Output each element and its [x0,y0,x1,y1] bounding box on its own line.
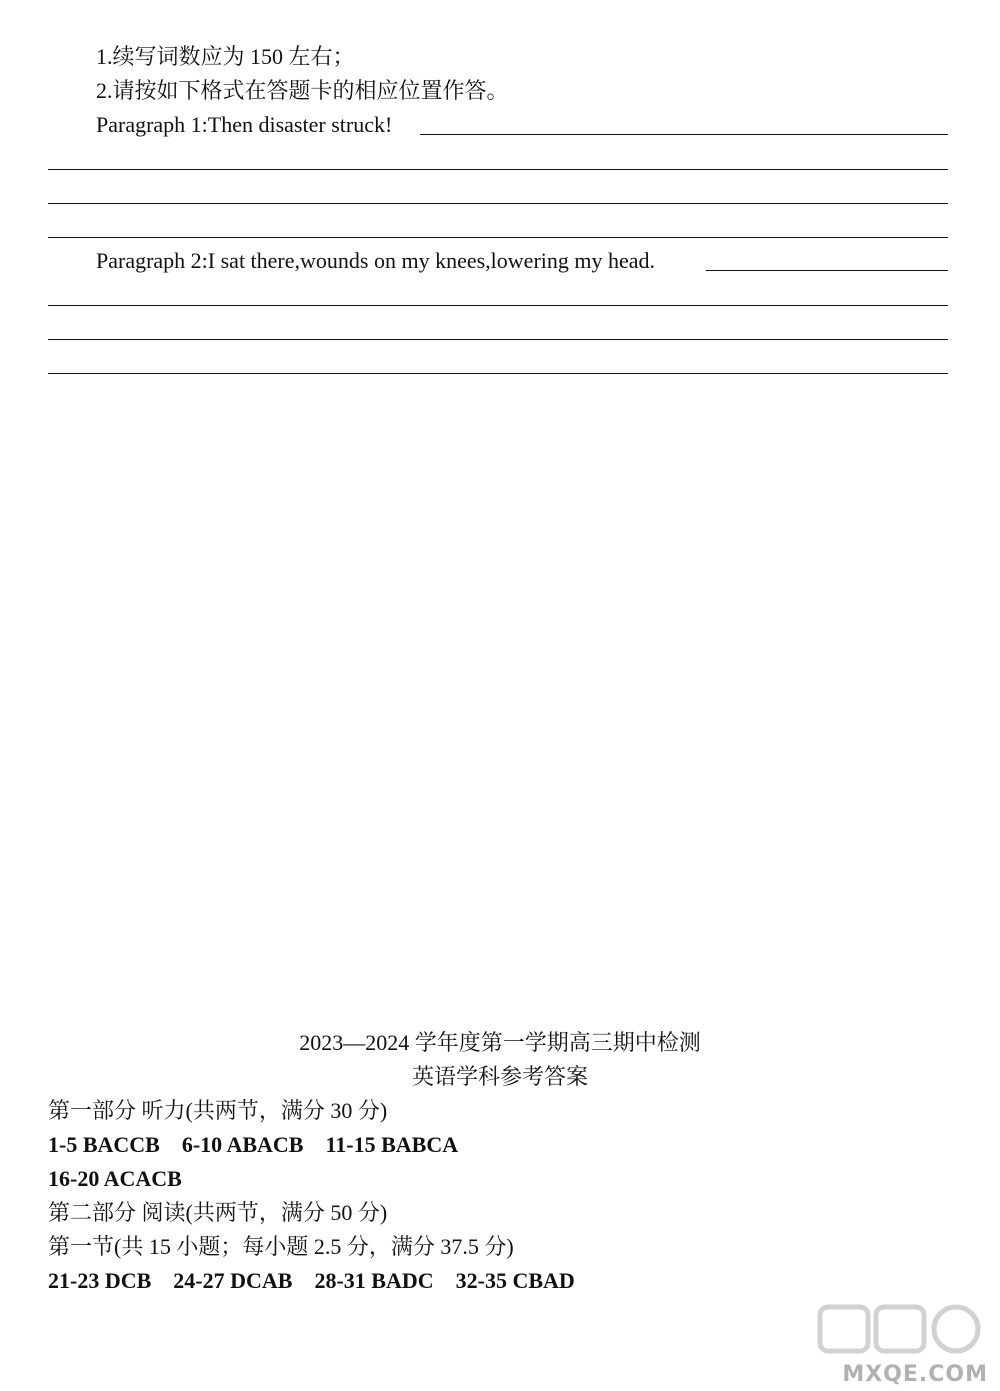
answer-group: 1-5 BACCB [48,1132,160,1157]
paragraph2-first-answer-line [706,270,948,271]
answer-group: 6-10 ABACB [181,1132,304,1157]
paragraph1-answer-line [48,237,948,238]
answer-group: 24-27 DCAB [173,1268,293,1293]
paragraph1-answer-line [48,203,948,204]
part1-answers-row1 [48,1132,480,1158]
part1-answers-row2 [48,1166,204,1192]
answer-group: 11-15 BABCA [325,1132,459,1157]
paragraph1-answer-line [48,169,948,170]
answer-key-title: 2023—2024 学年度第一学期高三期中检测 [299,1030,701,1055]
answer-group: 16-20 ACACB [48,1166,182,1191]
answer-group: 32-35 CBAD [455,1268,575,1293]
answer-key-subtitle: 英语学科参考答案 [411,1064,588,1089]
paragraph2-answer-line [48,373,948,374]
paragraph2-prompt: Paragraph 2:I sat there,wounds on my knees,lowering my head. [96,248,656,273]
paragraph2-answer-line [48,305,948,306]
instruction-word-count: 1.续写词数应为 150 左右； [96,44,355,69]
answer-group: 28-31 BADC [314,1268,434,1293]
paragraph1-first-answer-line [420,134,948,135]
part2-answers-row1 [48,1268,597,1294]
instruction-format: 2.请按如下格式在答题卡的相应位置作答。 [96,78,509,103]
part2-section1-heading: 第一节(共 15 小题；每小题 2.5 分，满分 37.5 分) [48,1234,514,1259]
part2-heading: 第二部分 阅读(共两节，满分 50 分) [48,1200,388,1225]
part1-heading: 第一部分 听力(共两节，满分 30 分) [48,1098,388,1123]
answer-group: 21-23 DCB [48,1268,152,1293]
paragraph1-prompt: Paragraph 1:Then disaster struck! [96,112,393,137]
watermark-text: MXQE.COM [842,1362,988,1387]
paragraph2-answer-line [48,339,948,340]
